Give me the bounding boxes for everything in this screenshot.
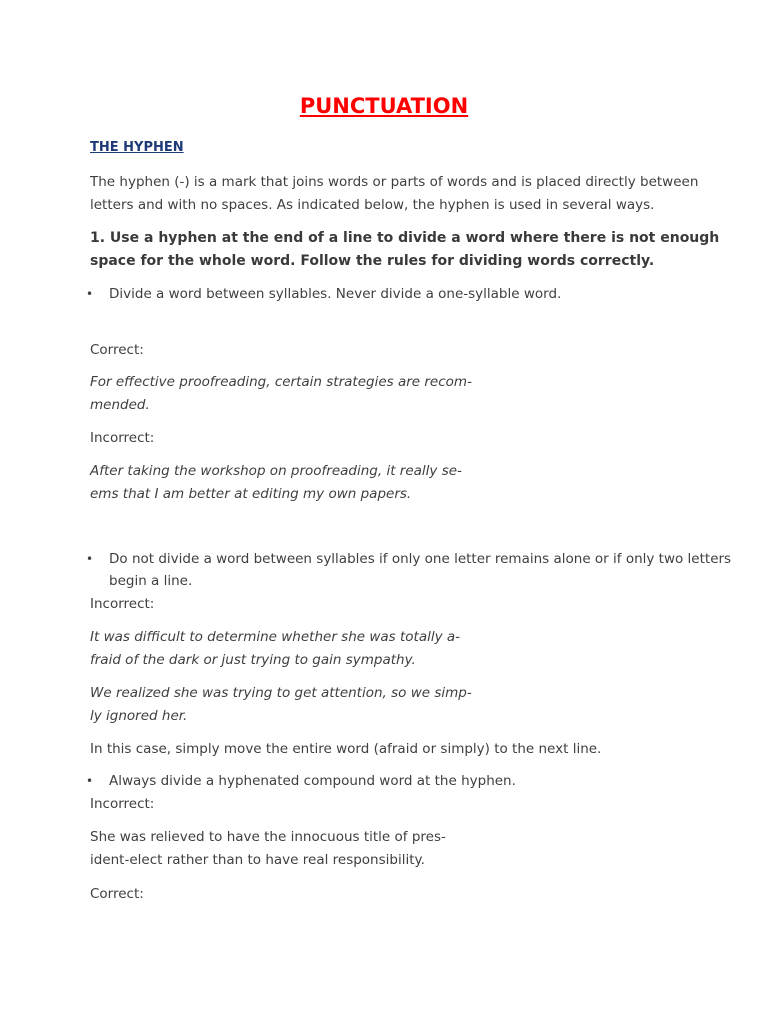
- correct-example: [90, 371, 690, 417]
- incorrect-label: Incorrect:: [90, 596, 155, 612]
- rule-line: 1. Use a hyphen at the end of a line to divide a word where there is not enough: [90, 230, 720, 246]
- bullet-text: Always divide a hyphenated compound word at the hyphen.: [109, 773, 516, 789]
- example-line: ems that I am better at editing my own papers.: [90, 486, 412, 502]
- section-heading: THE HYPHEN: [90, 140, 184, 155]
- incorrect-label: Incorrect:: [90, 796, 155, 812]
- page-title: PUNCTUATION: [299, 94, 469, 118]
- incorrect-example: [90, 826, 690, 872]
- intro-line: The hyphen (-) is a mark that joins words or parts of words and is placed directly between: [90, 174, 699, 190]
- intro-line: letters and with no spaces. As indicated below, the hyphen is used in several ways.: [90, 197, 655, 213]
- rule-1-paragraph: [90, 227, 720, 273]
- note-paragraph: In this case, simply move the entire word (afraid or simply) to the next line.: [90, 741, 602, 757]
- incorrect-label: Incorrect:: [90, 430, 155, 446]
- bullet-marker: •: [86, 552, 94, 566]
- example-line: She was relieved to have the innocuous title of pres-: [90, 829, 446, 845]
- bullet-line: begin a line.: [109, 573, 193, 589]
- bullet-text: Divide a word between syllables. Never divide a one-syllable word.: [109, 286, 562, 302]
- bullet-text: [109, 548, 731, 592]
- example-line: We realized she was trying to get attention, so we simp-: [90, 685, 472, 701]
- incorrect-example: [90, 626, 690, 672]
- correct-label: Correct:: [90, 886, 144, 902]
- intro-paragraph: [90, 171, 699, 217]
- bullet-marker: •: [86, 774, 94, 788]
- example-line: fraid of the dark or just trying to gain sympathy.: [90, 652, 416, 668]
- example-line: For effective proofreading, certain strategies are recom-: [90, 374, 472, 390]
- incorrect-example: [90, 682, 690, 728]
- bullet-line: Do not divide a word between syllables if only one letter remains alone or if only two letters: [109, 551, 732, 567]
- example-line: mended.: [90, 397, 150, 413]
- incorrect-example: [90, 460, 690, 506]
- rule-line: space for the whole word. Follow the rules for dividing words correctly.: [90, 253, 655, 269]
- correct-label: Correct:: [90, 342, 144, 358]
- example-line: ly ignored her.: [90, 708, 188, 724]
- example-line: It was difficult to determine whether she was totally a-: [90, 629, 461, 645]
- example-line: After taking the workshop on proofreading, it really se-: [90, 463, 462, 479]
- example-line: ident-elect rather than to have real responsibility.: [90, 852, 425, 868]
- bullet-marker: •: [86, 287, 94, 301]
